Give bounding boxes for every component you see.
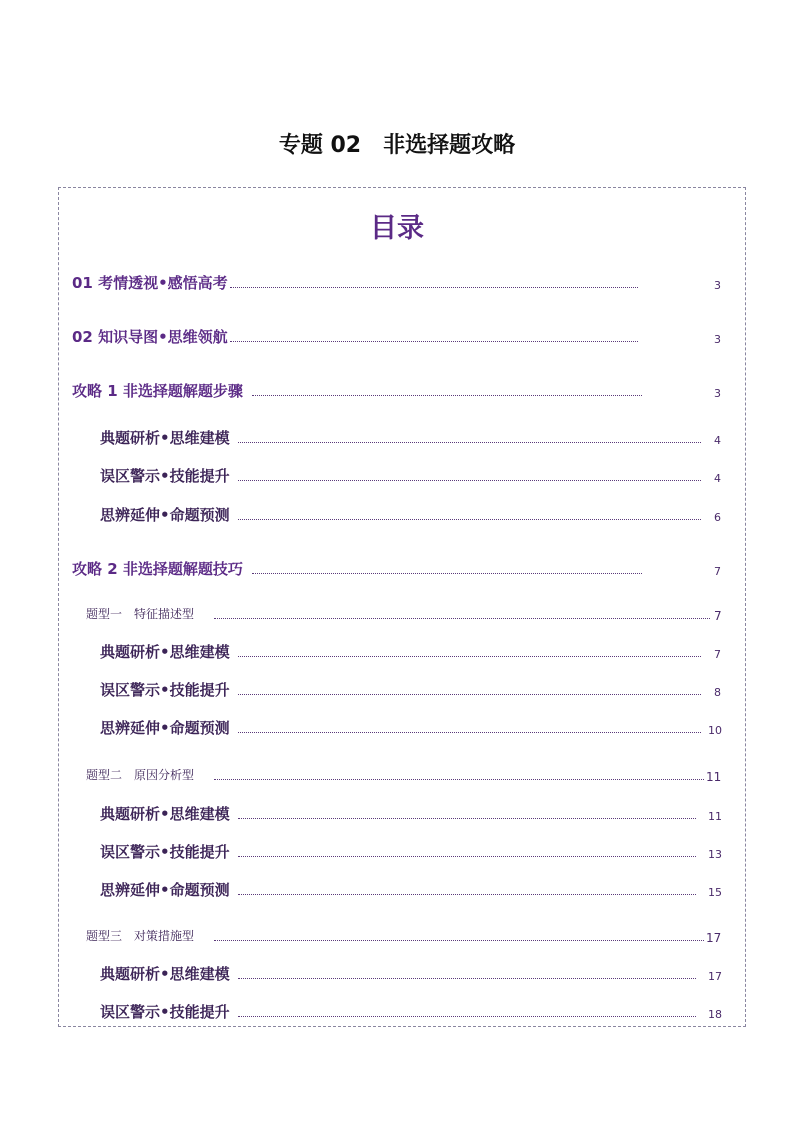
- toc-leader-dots: [238, 656, 701, 657]
- toc-item-page: 17: [708, 970, 722, 983]
- toc-item-label: 典题研析•思维建模: [100, 805, 230, 823]
- toc-leader-dots: [214, 618, 710, 619]
- toc-leader-dots: [230, 341, 638, 342]
- toc-item[interactable]: [72, 558, 724, 580]
- toc-leader-dots: [238, 519, 701, 520]
- toc-item-page: 15: [708, 886, 722, 899]
- toc-item[interactable]: [100, 879, 724, 901]
- toc-item[interactable]: [86, 603, 726, 625]
- toc-item-label: 典题研析•思维建模: [100, 429, 230, 447]
- toc-item-label: 02 知识导图•思维领航: [72, 328, 228, 346]
- document-title-number: 专题 02: [278, 133, 362, 158]
- toc-item-page: 11: [708, 810, 722, 823]
- toc-item-label: 典题研析•思维建模: [100, 643, 230, 661]
- toc-leader-dots: [214, 940, 704, 941]
- toc-leader-dots: [238, 818, 696, 819]
- toc-item[interactable]: [72, 326, 722, 348]
- toc-leader-dots: [238, 442, 701, 443]
- toc-item-label: 思辨延伸•命题预测: [100, 881, 230, 899]
- toc-item[interactable]: [86, 925, 726, 947]
- toc-item[interactable]: [72, 272, 722, 294]
- toc-item-page: 3: [714, 387, 721, 400]
- toc-item-label: 误区警示•技能提升: [100, 843, 230, 861]
- toc-item-label: 思辨延伸•命题预测: [100, 506, 230, 524]
- toc-item-label: 误区警示•技能提升: [100, 681, 230, 699]
- toc-item-page: 4: [714, 434, 721, 447]
- toc-item-page: 4: [714, 472, 721, 485]
- toc-item[interactable]: [100, 465, 724, 487]
- toc-item[interactable]: [100, 427, 724, 449]
- toc-item-page: 6: [714, 511, 721, 524]
- toc-item-label: 题型三 对策措施型: [86, 929, 195, 943]
- toc-item-page: 17: [706, 931, 722, 945]
- toc-leader-dots: [238, 480, 701, 481]
- toc-item[interactable]: [100, 504, 724, 526]
- toc-leader-dots: [214, 779, 704, 780]
- toc-item-label: 题型一 特征描述型: [86, 607, 195, 621]
- toc-leader-dots: [230, 287, 638, 288]
- toc-item-page: 7: [714, 648, 721, 661]
- toc-leader-dots: [238, 732, 701, 733]
- toc-leader-dots: [252, 573, 642, 574]
- toc-item-label: 攻略 1 非选择题解题步骤: [72, 382, 243, 400]
- toc-leader-dots: [238, 1016, 696, 1017]
- toc-item-page: 8: [714, 686, 721, 699]
- toc-item-label: 误区警示•技能提升: [100, 1003, 230, 1021]
- toc-leader-dots: [238, 694, 701, 695]
- toc-leader-dots: [238, 894, 696, 895]
- toc-item-page: 3: [714, 333, 721, 346]
- toc-item-label: 误区警示•技能提升: [100, 467, 230, 485]
- toc-item[interactable]: [100, 841, 724, 863]
- toc-item-label: 思辨延伸•命题预测: [100, 719, 230, 737]
- document-title-text: 非选择题攻略: [383, 133, 516, 158]
- toc-item-page: 11: [706, 770, 722, 784]
- toc-item-label: 题型二 原因分析型: [86, 768, 195, 782]
- toc-leader-dots: [238, 978, 696, 979]
- document-title: [0, 128, 794, 159]
- toc-item-page: 7: [714, 609, 722, 623]
- toc-item-page: 7: [714, 565, 721, 578]
- toc-item[interactable]: [100, 717, 724, 739]
- toc-leader-dots: [238, 856, 696, 857]
- toc-item-page: 18: [708, 1008, 722, 1021]
- toc-heading: 目录: [370, 213, 424, 244]
- toc-item[interactable]: [86, 764, 726, 786]
- toc-item-label: 01 考情透视•感悟高考: [72, 274, 228, 292]
- toc-item-page: 3: [714, 279, 721, 292]
- toc-item[interactable]: [72, 380, 722, 402]
- toc-item-label: 典题研析•思维建模: [100, 965, 230, 983]
- toc-leader-dots: [252, 395, 642, 396]
- toc-item[interactable]: [100, 641, 724, 663]
- toc-item-page: 10: [708, 724, 722, 737]
- toc-item-label: 攻略 2 非选择题解题技巧: [72, 560, 243, 578]
- toc-item-page: 13: [708, 848, 722, 861]
- toc-item[interactable]: [100, 679, 724, 701]
- toc-item[interactable]: [100, 1001, 724, 1023]
- toc-item[interactable]: [100, 963, 724, 985]
- toc-item[interactable]: [100, 803, 724, 825]
